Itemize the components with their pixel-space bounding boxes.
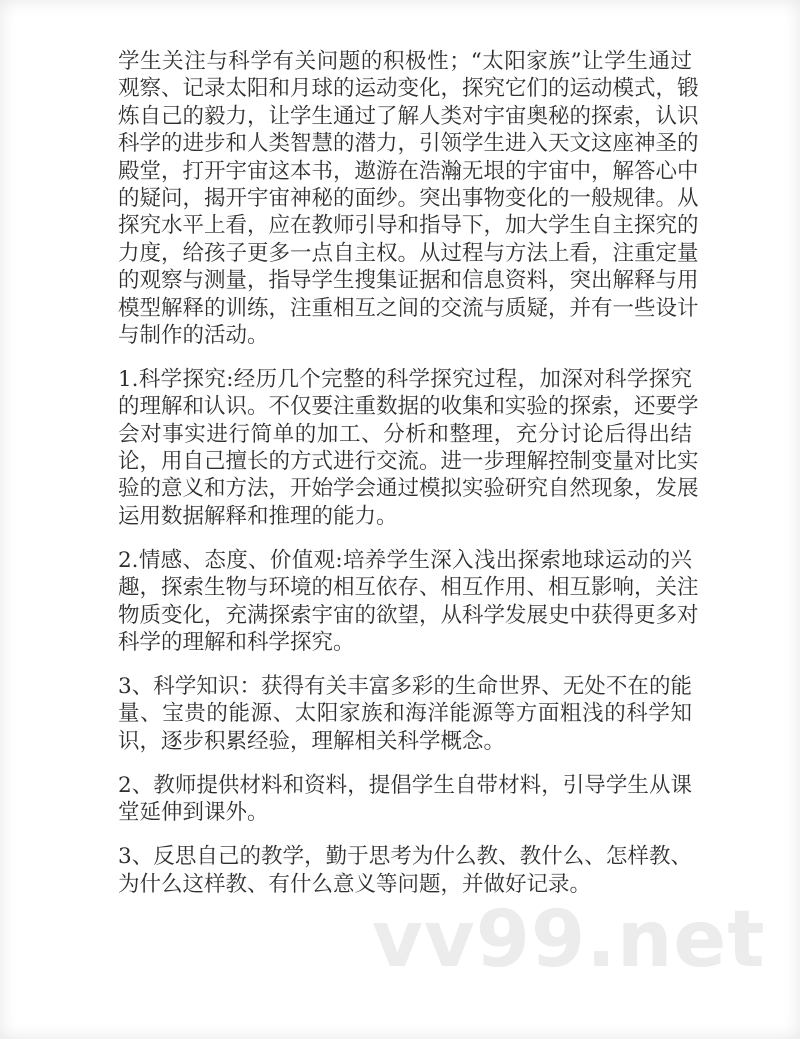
text-line: 的理解和认识。不仅要注重数据的收集和实验的探索，还要学 (118, 394, 699, 420)
text-line: 2、教师提供材料和资料，提倡学生自带材料，引导学生从课 (118, 772, 692, 798)
text-line: 物质变化，充满探索宇宙的欲望，从科学发展史中获得更多对 (118, 602, 699, 628)
text-line: 验的意义和方法，开始学会通过模拟实验研究自然现象，发展 (118, 476, 699, 502)
text-line: 学生关注与科学有关问题的积极性；“太阳家族”让学生通过 (118, 49, 692, 74)
text-line: 会对事实进行简单的加工、分析和整理，充分讨论后得出结 (118, 421, 692, 447)
text-line: 3、科学知识：获得有关丰富多彩的生命世界、无处不在的能 (118, 673, 692, 699)
text-line: 的疑问，揭开宇宙神秘的面纱。突出事物变化的一般规律。从 (118, 185, 699, 211)
text-line: 2.情感、态度、价值观:培养学生深入浅出探索地球运动的兴 (118, 547, 692, 573)
text-line: 的观察与测量，指导学生搜集证据和信息资料，突出解释与用 (118, 268, 699, 294)
document-body (118, 48, 699, 915)
paragraph (118, 547, 699, 657)
text-line: 科学的理解和科学探究。 (118, 630, 355, 655)
watermark: vv99.net (372, 895, 766, 985)
text-line: 模型解释的训练，注重相互之间的交流与质疑，并有一些设计 (118, 295, 699, 321)
paragraph (118, 366, 699, 530)
text-line: 殿堂，打开宇宙这本书，遨游在浩瀚无垠的宇宙中，解答心中 (118, 158, 699, 184)
text-line: 与制作的活动。 (118, 322, 269, 348)
text-line: 识，逐步积累经验，理解相关科学概念。 (118, 728, 506, 754)
text-line: 1.科学探究:经历几个完整的科学探究过程，加深对科学探究 (118, 366, 692, 392)
paragraph (118, 843, 692, 898)
text-line: 运用数据解释和推理的能力。 (118, 503, 398, 529)
text-line: 量、宝贵的能源、太阳家族和海洋能源等方面粗浅的科学知 (118, 701, 692, 727)
text-line: 趣，探索生物与环境的相互依存、相互作用、相互影响，关注 (118, 575, 699, 601)
text-line: 探究水平上看，应在教师引导和指导下，加大学生自主探究的 (118, 213, 699, 239)
paragraph (118, 673, 692, 755)
text-line: 科学的进步和人类智慧的潜力，引领学生进入天文这座神圣的 (118, 131, 699, 157)
text-line: 炼自己的毅力，让学生通过了解人类对宇宙奥秘的探索，认识 (118, 103, 699, 129)
text-line: 堂延伸到课外。 (118, 800, 269, 826)
paragraph (118, 772, 692, 827)
text-line: 3、反思自己的教学，勤于思考为什么教、教什么、怎样教、 (118, 844, 692, 870)
text-line: 观察、记录太阳和月球的运动变化，探究它们的运动模式，锻 (118, 76, 699, 102)
paragraph (118, 48, 699, 349)
text-line: 为什么这样教、有什么意义等问题，并做好记录。 (118, 871, 592, 897)
text-line: 论，用自己擅长的方式进行交流。进一步理解控制变量对比实 (118, 449, 699, 475)
text-line: 力度，给孩子更多一点自主权。从过程与方法上看，注重定量 (118, 240, 699, 266)
